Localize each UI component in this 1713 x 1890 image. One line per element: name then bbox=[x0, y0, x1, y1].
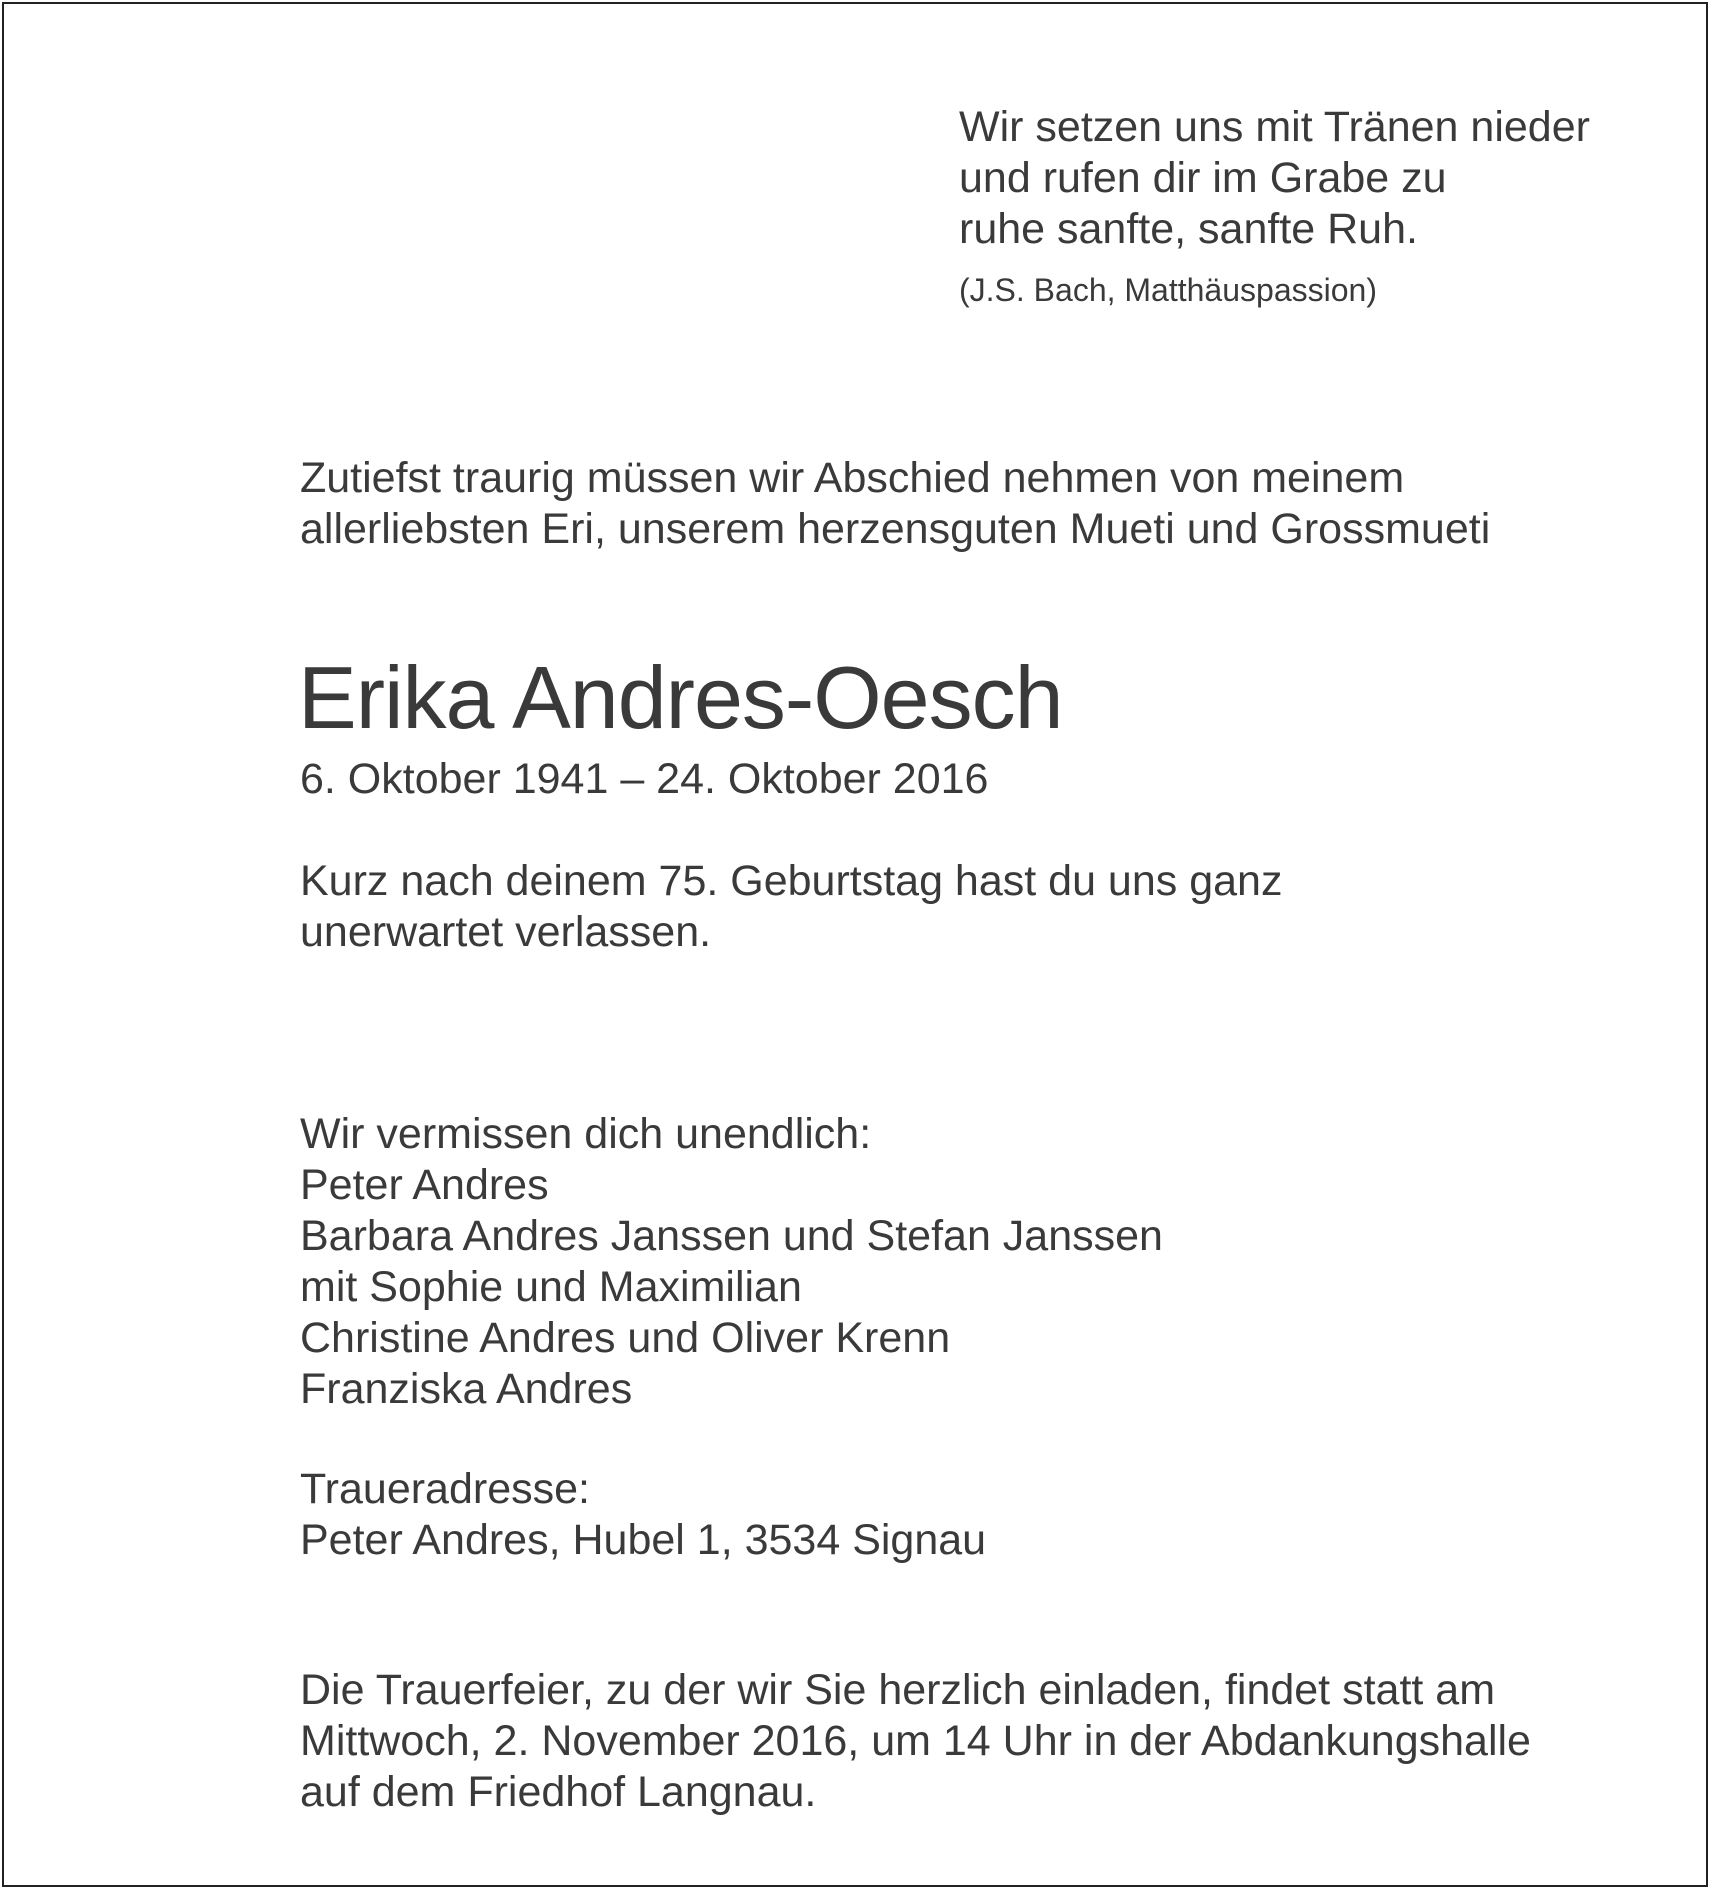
mourner-name: Barbara Andres Janssen und Stefan Janssen bbox=[300, 1212, 1163, 1260]
quote-source: (J.S. Bach, Matthäuspassion) bbox=[959, 272, 1377, 308]
message-line: Kurz nach deinem 75. Geburtstag hast du uns ganz bbox=[300, 857, 1283, 905]
mourners-heading: Wir vermissen dich unendlich: bbox=[300, 1110, 872, 1158]
quote-line: und rufen dir im Grabe zu bbox=[959, 154, 1447, 202]
mourning-address bbox=[300, 1464, 986, 1566]
deceased-name: Erika Andres-Oesch bbox=[298, 648, 1063, 747]
quote bbox=[959, 102, 1590, 255]
message-line: unerwartet verlassen. bbox=[300, 908, 712, 956]
life-dates: 6. Oktober 1941 – 24. Oktober 2016 bbox=[300, 755, 989, 803]
mourner-name: Christine Andres und Oliver Krenn bbox=[300, 1314, 951, 1362]
obituary-frame bbox=[2, 2, 1708, 1887]
intro-line: Zutiefst traurig müssen wir Abschied nehmen von meinem bbox=[300, 454, 1405, 502]
mourner-name: Peter Andres bbox=[300, 1161, 549, 1209]
address-value: Peter Andres, Hubel 1, 3534 Signau bbox=[300, 1516, 987, 1564]
intro-text bbox=[300, 453, 1490, 555]
funeral-line: auf dem Friedhof Langnau. bbox=[300, 1768, 817, 1816]
address-label: Traueradresse: bbox=[300, 1465, 590, 1513]
mourners-list bbox=[300, 1109, 1163, 1415]
quote-line: Wir setzen uns mit Tränen nieder bbox=[959, 103, 1590, 151]
mourner-name: mit Sophie und Maximilian bbox=[300, 1263, 802, 1311]
funeral-notice bbox=[300, 1665, 1531, 1818]
intro-line: allerliebsten Eri, unserem herzensguten Mueti und Grossmueti bbox=[300, 505, 1491, 553]
message-text bbox=[300, 856, 1282, 958]
quote-line: ruhe sanfte, sanfte Ruh. bbox=[959, 205, 1418, 253]
funeral-line: Die Trauerfeier, zu der wir Sie herzlich einladen, findet statt am bbox=[300, 1666, 1496, 1714]
mourner-name: Franziska Andres bbox=[300, 1365, 633, 1413]
funeral-line: Mittwoch, 2. November 2016, um 14 Uhr in der Abdankungshalle bbox=[300, 1717, 1531, 1765]
